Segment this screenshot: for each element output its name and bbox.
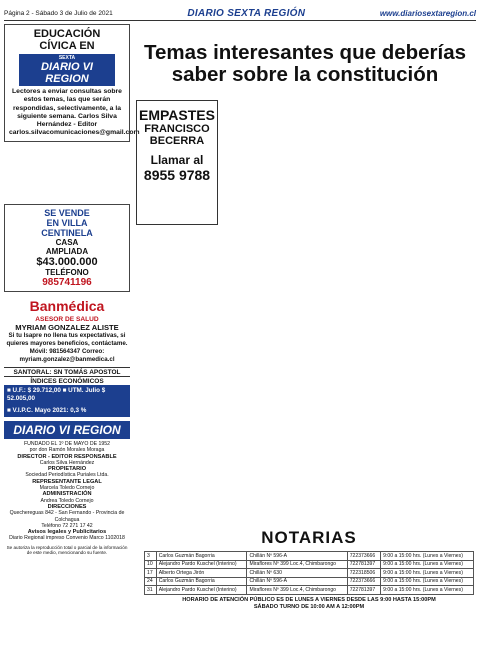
imprint-admin: Andrea Toledo Cornejo — [40, 497, 94, 504]
imprint-ads: Diario Regional impreso Convenio Marco 1102018 — [9, 535, 125, 542]
notary-row — [145, 586, 474, 595]
notary-cell: 9:00 a 15:00 hrs. (Lunes a Viernes) — [381, 569, 474, 578]
notary-cell: 722373666 — [347, 552, 380, 561]
imprint-rep-label: REPRESENTANTE LEGAL — [32, 478, 102, 485]
reproduction-note: Se autoriza la reproducción total o parcial de la información de este medio, mencionando su fuente. — [6, 544, 128, 555]
notaries-hours-weekday: HORARIO DE ATENCIÓN PÚBLICO ES DE LUNES A VIERNES DESDE LAS 9:00 HASTA 15:00PM — [182, 596, 436, 603]
notary-cell: Carlos Guzmán Bagorria — [156, 552, 247, 561]
sale-price: $43.000.000 — [36, 256, 98, 268]
notary-cell: Alberto Ortega Jirón — [156, 569, 247, 578]
imprint-director: Carlos Silva Hernández — [39, 459, 95, 466]
imprint-address: Quechereguas 842 - San Fernando - Provincia de Colchagua — [9, 510, 125, 523]
notary-cell: Carlos Guzmán Bagorria — [156, 577, 247, 586]
imprint-address-label: DIRECCIONES — [47, 503, 87, 510]
advisor-name: MYRIAM GONZALEZ ALISTE — [15, 323, 119, 332]
empastes-l3: BECERRA — [149, 135, 205, 147]
notary-cell: 722318506 — [347, 569, 380, 578]
notary-row — [145, 577, 474, 586]
notary-cell: Alejandro Pardo Kuschel (Interino) — [156, 560, 247, 569]
empastes-l4: Llamar al — [150, 153, 204, 167]
article-title: Temas interesantes que deberías saber sobre la constitución — [143, 41, 467, 86]
page-date: Página 2 - Sábado 3 de Julio de 2021 — [4, 9, 113, 17]
imprint-owner-label: PROPIETARIO — [47, 466, 87, 473]
notary-cell: Miraflores Nº 399 Loc.4, Chimbarongo — [247, 586, 347, 595]
santoral: SANTORAL: SN TOMÁS APOSTOL — [4, 367, 130, 376]
edu-logo — [19, 54, 115, 86]
notary-cell: 9:00 a 15:00 hrs. (Lunes a Viernes) — [381, 586, 474, 595]
imprint — [4, 441, 130, 542]
house-sale-ad — [4, 204, 130, 292]
sale-l2: EN VILLA — [46, 218, 88, 228]
notary-row — [145, 560, 474, 569]
notary-cell: Alejandro Pardo Kuschel (Interino) — [156, 586, 247, 595]
imprint-founded: FUNDADO EL 1º DE MAYO DE 1952 — [23, 441, 111, 447]
notary-cell: Miraflores Nº 399 Loc.4, Chimbarongo — [247, 560, 347, 569]
edu-title-1: EDUCACIÓN — [33, 28, 101, 40]
imprint-founder: por don Ramón Morales Moraga — [29, 447, 105, 454]
imprint-ads-label: Avisos legales y Publicitarios — [27, 529, 107, 536]
sale-l1: SE VENDE — [44, 208, 90, 218]
notary-cell: 722781397 — [347, 586, 380, 595]
notary-cell: 9:00 a 15:00 hrs. (Lunes a Viernes) — [381, 560, 474, 569]
website-url[interactable]: www.diariosextaregion.cl — [379, 8, 476, 18]
notary-cell: 17 — [145, 569, 157, 578]
empastes-l2: FRANCISCO — [144, 123, 210, 135]
advisor-role: ASESOR DE SALUD — [35, 316, 99, 323]
notary-cell: 3 — [145, 552, 157, 561]
edu-logo-text: DIARIO VI REGION — [41, 61, 93, 85]
bookbinding-ad — [136, 100, 218, 225]
notaries-hours — [144, 597, 474, 611]
imprint-admin-label: ADMINISTRACIÓN — [42, 491, 92, 498]
sale-l4: CASA — [55, 238, 79, 247]
notary-cell: 24 — [145, 577, 157, 586]
edu-text: Lectores a enviar consultas sobre estos temas, las que serán respondidas, selectivamente, a la siguiente semana. Carlos Silva Hernández - Editor carlos.silvacomunicaciones@gmail.com — [9, 88, 140, 137]
empastes-l1: EMPASTES — [139, 107, 215, 123]
education-box — [4, 24, 140, 142]
left-column — [4, 24, 140, 142]
left-column-lower — [4, 200, 130, 555]
notaries-hours-saturday: SÁBADO TURNO DE 10:00 AM A 12:00PM — [253, 603, 365, 610]
indices-title: ÍNDICES ECONÓMICOS — [4, 376, 130, 385]
notary-cell: 9:00 a 15:00 hrs. (Lunes a Viernes) — [381, 552, 474, 561]
notaries-section — [144, 528, 474, 611]
sale-phone: 985741196 — [42, 277, 92, 288]
economic-indices — [4, 367, 130, 417]
health-advisor-ad — [4, 316, 130, 364]
imprint-owner: Sociedad Periodística Puriales Ltda. — [25, 472, 109, 479]
imprint-rep: Marcela Toledo Cornejo — [39, 485, 95, 492]
newspaper-logo: DIARIO VI REGION — [4, 421, 130, 439]
sale-l3: CENTINELA — [41, 228, 93, 238]
notary-cell: Chillán Nº 596-A — [247, 552, 347, 561]
notary-cell: 10 — [145, 560, 157, 569]
indices-row-2: ■ V.I.P.C. Mayo 2021: 0,3 % — [4, 405, 130, 417]
indices-row-1: ■ U.F.: $ 29.712,00 ■ UTM. Julio $ 52.005,00 — [4, 385, 130, 405]
notaries-title: NOTARIAS — [261, 528, 357, 547]
notary-cell: Chillán Nº 630 — [247, 569, 347, 578]
banmedica-logo: Banmédica — [29, 298, 105, 314]
notary-row — [145, 552, 474, 561]
notary-cell: 31 — [145, 586, 157, 595]
empastes-phone: 8955 9788 — [143, 167, 211, 183]
notary-cell: Chillán Nº 596-A — [247, 577, 347, 586]
notary-cell: 722781397 — [347, 560, 380, 569]
notary-cell: 9:00 a 15:00 hrs. (Lunes a Viernes) — [381, 577, 474, 586]
notary-cell: 722373666 — [347, 577, 380, 586]
edu-title-2: CÍVICA EN — [39, 40, 95, 52]
notaries-table — [144, 551, 474, 595]
masthead: DIARIO SEXTA REGIÓN — [187, 7, 306, 19]
sale-l5: AMPLIADA — [45, 247, 89, 256]
imprint-phone: Teléfono 72 271 17 42 — [41, 522, 93, 529]
notary-row — [145, 569, 474, 578]
page-header — [4, 6, 476, 21]
advisor-text: Si tu Isapre no llena tus expectativas, si quieres mayores beneficios, contáctame. Móvil: 981564347 Correo: myriam.gonzalez@banmedica.cl — [6, 332, 128, 363]
sale-phone-label: TELÉFONO — [45, 268, 89, 277]
imprint-director-label: DIRECTOR - EDITOR RESPONSABLE — [17, 453, 117, 460]
edu-logo-small: SEXTA — [58, 55, 76, 61]
